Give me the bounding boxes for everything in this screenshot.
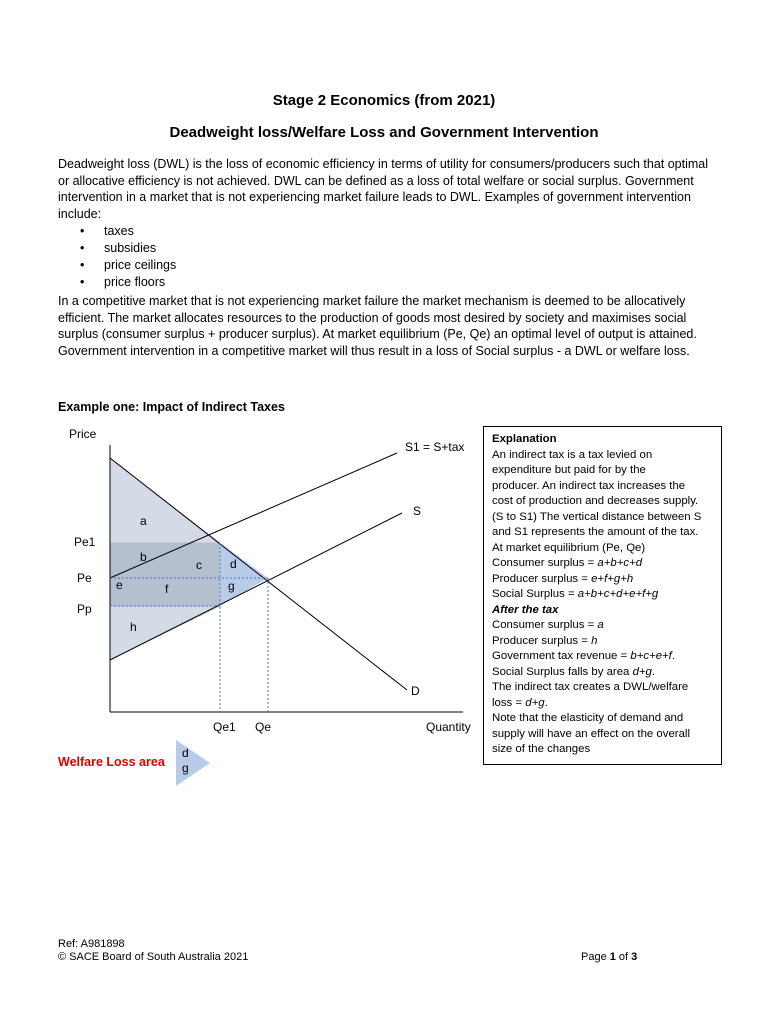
quantity-axis-label: Quantity — [426, 720, 471, 734]
welfare-loss-letter-g: g — [182, 761, 189, 775]
area-label-f: f — [165, 582, 169, 596]
welfare-loss-label: Welfare Loss area — [58, 755, 165, 769]
list-item: • taxes — [80, 223, 176, 240]
list-item: • price ceilings — [80, 257, 176, 274]
producer-surplus-after: Producer surplus = h — [492, 634, 598, 647]
area-label-d: d — [230, 557, 237, 571]
area-label-h: h — [130, 620, 137, 634]
explanation-line: cost of production and decreases supply. — [492, 495, 699, 507]
welfare-loss-swatch — [170, 738, 215, 788]
area-label-a: a — [140, 514, 147, 528]
explanation-line: An indirect tax is a tax levied on — [492, 448, 653, 461]
explanation-line: expenditure but paid for by the — [492, 464, 646, 476]
qe-label: Qe — [255, 720, 272, 734]
welfare-loss-letter-d: d — [182, 746, 189, 760]
pe1-label: Pe1 — [74, 535, 96, 549]
social-surplus-before: Social Surplus = a+b+c+d+e+f+g — [492, 588, 659, 600]
intro-paragraph-1: Deadweight loss (DWL) is the loss of economic efficiency in terms of utility for consumers/producers such that optimal or allocative efficiency is not achieved. DWL can be defined as a loss of total welfare or social surplus. Government intervention in a market that is not experiencing market failure leads to DWL. Examples of government intervention include: — [58, 157, 709, 221]
producer-surplus-before: Producer surplus = e+f+g+h — [492, 572, 634, 585]
note-line: size of the changes — [492, 743, 591, 755]
area-label-e: e — [116, 578, 123, 592]
page-number: Page 1 of 3 — [581, 951, 638, 963]
area-dg — [220, 543, 268, 606]
explanation-line: producer. An indirect tax increases the — [492, 479, 686, 492]
government-revenue: Government tax revenue = b+c+e+f. — [492, 650, 676, 662]
list-item: • price floors — [80, 274, 176, 291]
qe1-label: Qe1 — [213, 720, 236, 734]
s-label: S — [413, 504, 422, 518]
document-title: Stage 2 Economics (from 2021) — [272, 92, 496, 109]
explanation-line: At market equilibrium (Pe, Qe) — [492, 541, 646, 554]
explanation-line: (S to S1) The vertical distance between S — [492, 510, 702, 523]
intro-paragraph-2: In a competitive market that is not experiencing market failure the market mechanism is deemed to be allocatively efficient. The market allocates resources to the production of goods most desired by society and maximises social surplus (consumer surplus + producer surplus). At market equilibrium (Pe, Qe) an optimal level of output is attained. Government intervention in a competitive market will thus result in a loss of Social surplus - a DWL or welfare loss. — [58, 294, 697, 358]
footer-ref: Ref: A981898 — [58, 938, 125, 950]
explanation-line: and S1 represents the amount of the tax. — [492, 526, 699, 538]
tax-diagram — [55, 420, 480, 745]
pe-label: Pe — [77, 571, 92, 585]
list-item: • subsidies — [80, 240, 176, 257]
pp-label: Pp — [77, 602, 92, 616]
consumer-surplus-before: Consumer surplus = a+b+c+d — [492, 557, 643, 569]
explanation-title: Explanation — [492, 433, 557, 445]
consumer-surplus-after: Consumer surplus = a — [492, 619, 604, 631]
explanation-box — [483, 426, 722, 765]
note-line: supply will have an effect on the overall — [492, 727, 690, 740]
s1-label: S1 = S+tax — [405, 440, 465, 454]
d-label: D — [411, 684, 420, 698]
area-label-c: c — [196, 558, 202, 572]
dwl-line: The indirect tax creates a DWL/welfare — [492, 681, 689, 693]
area-label-b: b — [140, 550, 147, 564]
after-tax-heading: After the tax — [492, 603, 559, 616]
note-line: Note that the elasticity of demand and — [492, 712, 684, 724]
area-bc — [110, 543, 220, 578]
example-heading: Example one: Impact of Indirect Taxes — [58, 400, 285, 414]
dwl-value-line: loss = d+g. — [492, 696, 548, 709]
intervention-list — [80, 223, 176, 291]
price-axis-label: Price — [69, 427, 97, 441]
document-subtitle: Deadweight loss/Welfare Loss and Government Intervention — [169, 124, 599, 141]
area-label-g: g — [228, 579, 235, 593]
social-surplus-falls: Social Surplus falls by area d+g. — [492, 665, 656, 678]
footer-copyright: © SACE Board of South Australia 2021 — [58, 951, 249, 963]
